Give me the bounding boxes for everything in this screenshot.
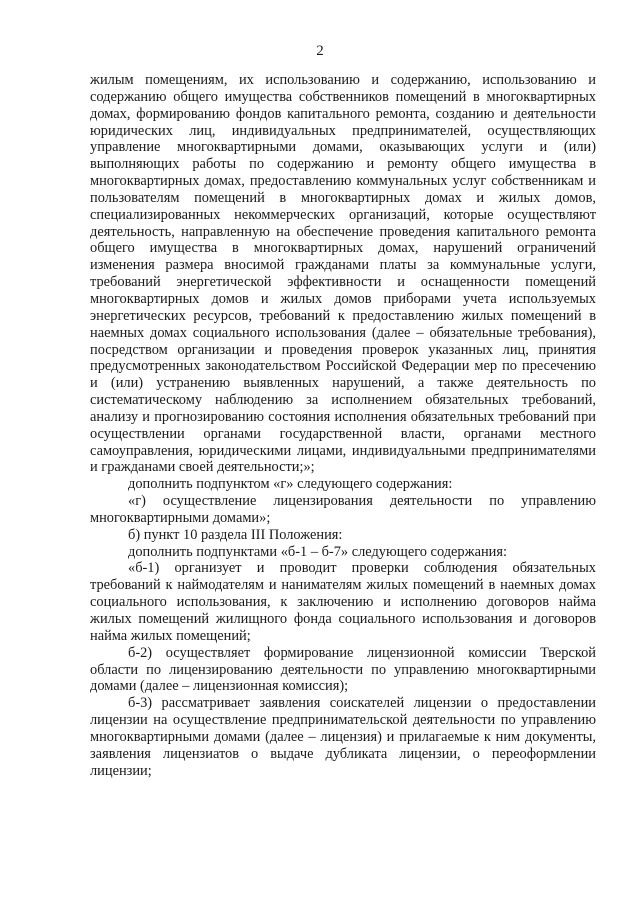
paragraph: б-2) осуществляет формирование лицензионной комиссии Тверской области по лицензированию деятельности по управлению многоквартирными домами (далее – лицензионная комиссия); (90, 644, 596, 695)
paragraph: «г) осуществление лицензирования деятельности по управлению многоквартирными домами»; (90, 493, 596, 526)
document-body (90, 72, 596, 779)
page-number: 2 (316, 43, 324, 59)
paragraph: дополнить подпунктом «г» следующего содержания: (128, 476, 453, 493)
paragraph: б-3) рассматривает заявления соискателей лицензии о предоставлении лицензии на осуществление предпринимательской деятельности по управлению многоквартирными домами (далее – лицензия) и прилагаемые к ним документы, заявления лицензиатов о выдаче дубликата лицензии, о переоформлении лицензии; (90, 695, 596, 779)
paragraph: б) пункт 10 раздела III Положения: (128, 526, 343, 543)
paragraph: «б-1) организует и проводит проверки соблюдения обязательных требований к наймодателям и нанимателям жилых помещений в наемных домах социального использования, к заключению и исполнению договоров найма жилых помещений жилищного фонда социального использования и договоров найма жилых помещений; (90, 560, 596, 644)
paragraph: жилым помещениям, их использованию и содержанию, использованию и содержанию общего имущества собственников помещений в многоквартирных домах, формированию фондов капитального ремонта, созданию и деятельности юридических лиц, индивидуальных предпринимателей, осуществляющих управление многоквартирными домами, оказывающих услуги и (или) выполняющих работы по содержанию и ремонту общего имущества в многоквартирных домах, предоставлению коммунальных услуг собственникам и пользователям помещений в многоквартирных домах и жилых домов, специализированных некоммерческих организаций, которые осуществляют деятельность, направленную на обеспечение проведения капитального ремонта общего имущества в многоквартирных домах, нарушений ограничений изменения размера вносимой гражданами платы за коммунальные услуги, требований энергетической эффективности и оснащенности помещений многоквартирных домов и жилых домов приборами учета используемых энергетических ресурсов, требований к предоставлению жилых помещений в наемных домах социального использования (далее – обязательные требования), посредством организации и проведения проверок указанных лиц, принятия предусмотренных законодательством Российской Федерации мер по пресечению и (или) устранению выявленных нарушений, а также деятельность по систематическому наблюдению за исполнением обязательных требований, анализу и прогнозированию состояния исполнения обязательных требований при осуществлении органами государственной власти, органами местного самоуправления, юридическими лицами, индивидуальными предпринимателями и гражданами своей деятельности;»; (90, 72, 596, 476)
paragraph: дополнить подпунктами «б-1 – б-7» следующего содержания: (128, 543, 507, 560)
